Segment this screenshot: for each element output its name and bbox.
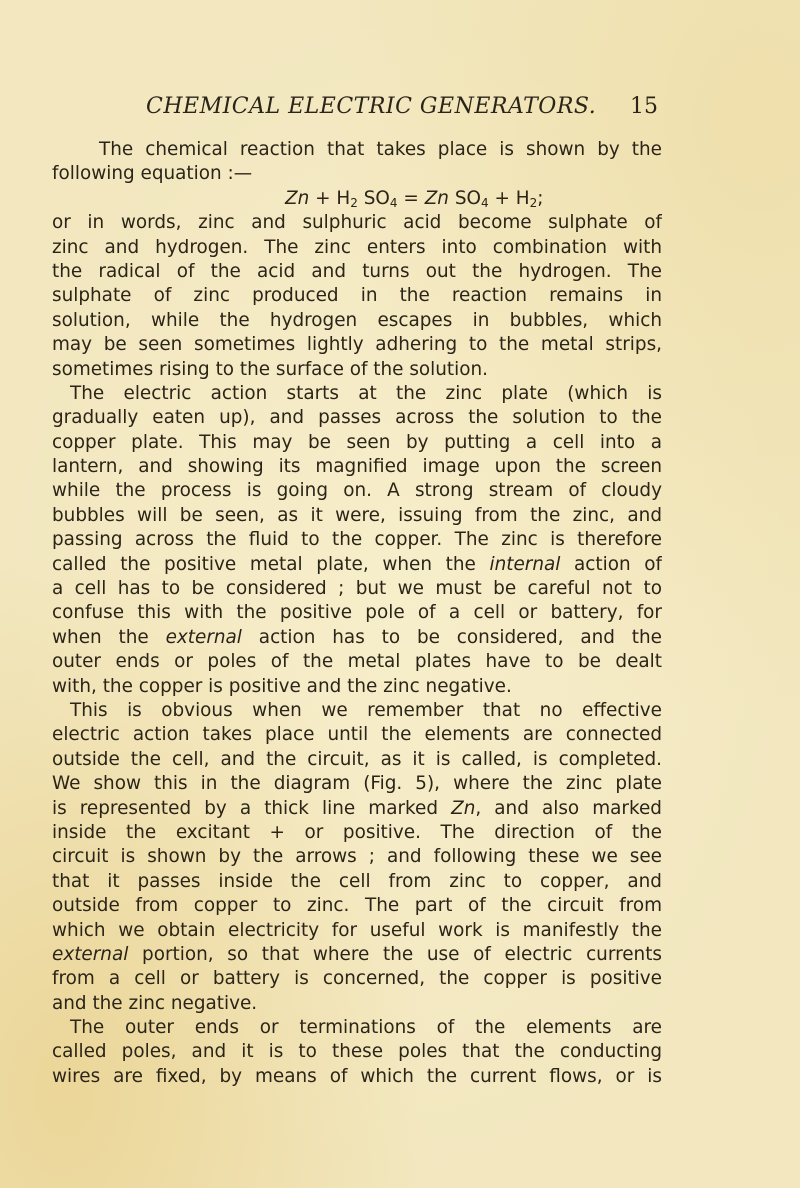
eq-h-product-sub: 2 [529,195,538,210]
text-line [52,553,662,577]
text-line: that it passes inside the cell from zinc to copper, and [52,870,662,892]
eq-so-product: SO [454,187,481,209]
text-line: outer ends or poles of the metal plates have to be dealt [52,651,662,673]
text-line: copper plate. This may be seen by putting a cell into a [52,431,662,453]
text-line: outside from copper to zinc. The part of the circuit from [52,895,662,917]
text-segment: action of [574,553,662,575]
text-line: confuse this with the positive pole of a cell or battery, for [52,602,662,624]
text-line: The outer ends or terminations of the elements are [70,1017,662,1039]
chemical-equation [52,187,662,211]
text-segment: called the positive metal plate, when the [52,553,476,575]
text-line: electric action takes place until the elements are connected [52,724,662,746]
eq-so: SO [363,187,390,209]
text-line: solution, while the hydrogen escapes in bubbles, which [52,309,662,331]
text-line: while the process is going on. A strong stream of cloudy [52,480,662,502]
eq-zn-product: Zn [424,187,449,209]
text-line: wires are fixed, by means of which the current flows, or is [52,1065,662,1087]
text-line: may be seen sometimes lightly adhering to the metal strips, [52,334,662,356]
text-line: called poles, and it is to these poles that the conducting [52,1041,662,1063]
text-line: zinc and hydrogen. The zinc enters into combination with [52,236,662,258]
text-segment: portion, so that where the use of electric currents [142,943,662,965]
text-segment: action has to be considered, and the [258,626,662,648]
eq-equals: = [403,187,419,209]
text-line: sulphate of zinc produced in the reaction remains in [52,285,662,307]
italic-term: external [165,626,242,648]
text-line: inside the excitant + or positive. The direction of the [52,821,662,843]
text-line: and the zinc negative. [52,992,258,1014]
running-title: CHEMICAL ELECTRIC GENERATORS. [146,94,597,119]
text-segment: , and also marked [475,797,662,819]
text-line: following equation :— [52,163,253,185]
text-line: circuit is shown by the arrows ; and following these we see [52,846,662,868]
text-line: bubbles will be seen, as it were, issuing from the zinc, and [52,504,662,526]
eq-plus: + [315,187,331,209]
eq-zn: Zn [285,187,310,209]
italic-term: Zn [451,797,476,819]
text-line: or in words, zinc and sulphuric acid become sulphate of [52,212,662,234]
text-line: The electric action starts at the zinc plate (which is [70,382,662,404]
text-line: gradually eaten up), and passes across the solution to the [52,407,662,429]
text-segment: when the [52,626,149,648]
eq-h: H [336,187,351,209]
eq-plus-2: + [494,187,510,209]
text-line [52,797,662,821]
text-line: This is obvious when we remember that no effective [70,699,662,721]
page-number: 15 [630,94,658,119]
eq-so-sub: 4 [389,195,398,210]
eq-so-product-sub: 4 [480,195,489,210]
italic-term: internal [489,553,561,575]
text-line: the radical of the acid and turns out the hydrogen. The [52,260,662,282]
italic-term: external [52,943,129,965]
body-text [52,138,662,1089]
text-line [52,943,662,967]
text-line: sometimes rising to the surface of the solution. [52,358,488,380]
text-line: which we obtain electricity for useful work is manifestly the [52,919,662,941]
text-line [52,626,662,650]
eq-end: ; [537,187,544,209]
eq-h-sub: 2 [350,195,358,210]
text-line: with, the copper is positive and the zinc negative. [52,675,512,697]
eq-h-product: H [515,187,530,209]
text-line: outside the cell, and the circuit, as it is called, is completed. [52,748,662,770]
text-segment: is represented by a thick line marked [52,797,439,819]
text-line: We show this in the diagram (Fig. 5), where the zinc plate [52,773,662,795]
text-line: The chemical reaction that takes place is shown by the [99,139,662,160]
text-line: passing across the fluid to the copper. The zinc is therefore [52,529,662,551]
text-line: from a cell or battery is concerned, the copper is positive [52,968,662,990]
page-header [0,94,800,128]
text-line: lantern, and showing its magnified image upon the screen [52,456,662,478]
text-line: a cell has to be considered ; but we must be careful not to [52,578,662,600]
